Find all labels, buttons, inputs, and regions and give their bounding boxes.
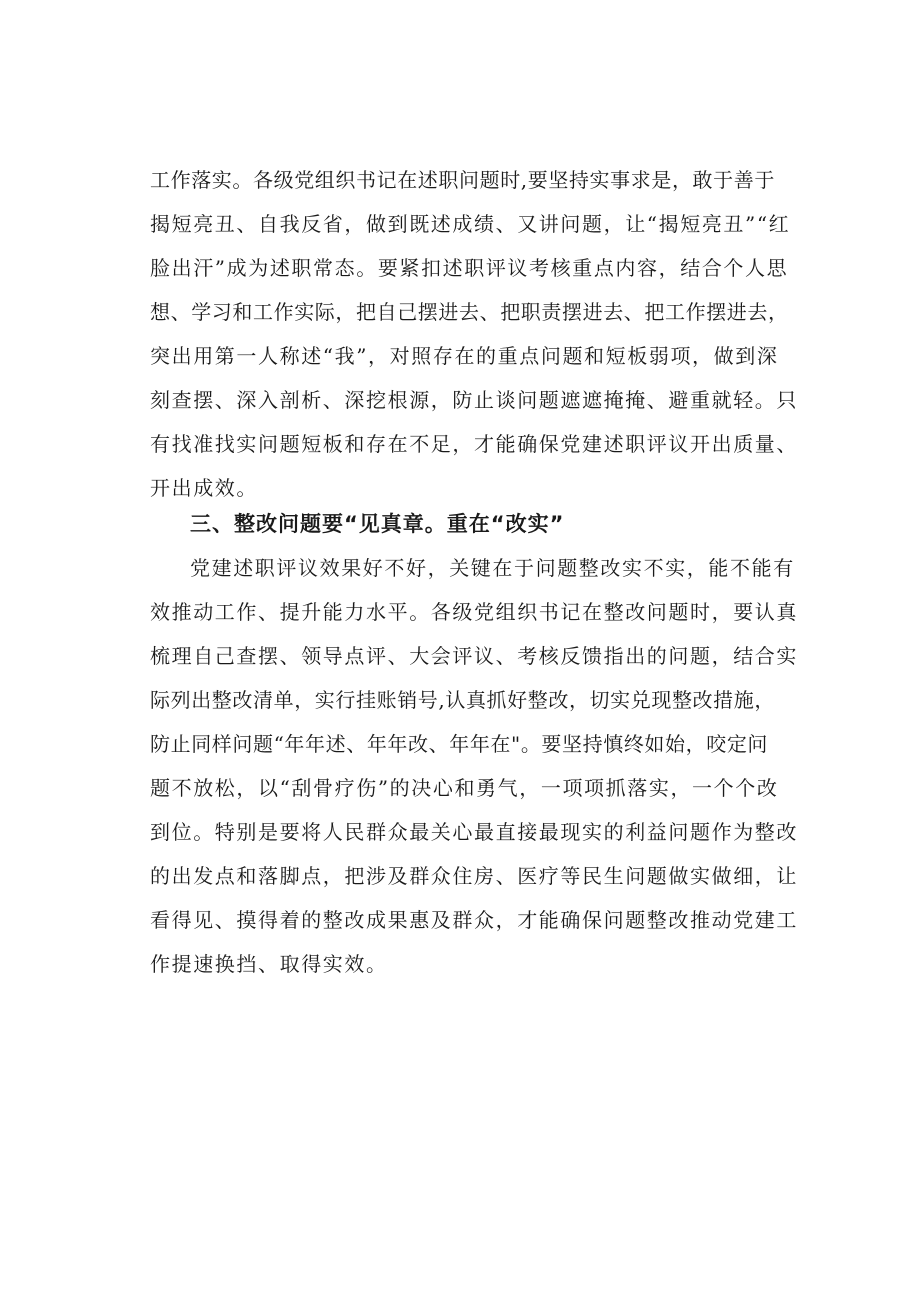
- section-heading: 三、整改问题要“见真章。重在“改实”: [190, 512, 565, 536]
- paragraph-line: 想、学习和工作实际，把自己摆进去、把职责摆进去、把工作摆进去，: [150, 300, 789, 324]
- paragraph-line: 刻查摆、深入剖析、深挖根源，防止谈问题遮遮掩掩、避重就轻。只: [150, 388, 798, 412]
- paragraph-line: 党建述职评议效果好不好，关键在于问题整改实不实，能不能有: [190, 556, 795, 580]
- paragraph-line: 看得见、摸得着的整改成果惠及群众，才能确保问题整改推动党建工: [150, 908, 798, 932]
- paragraph-line: 有找准找实问题短板和存在不足，才能确保党建述职评议开出质量、: [150, 432, 798, 456]
- paragraph-line: 际列出整改清单，实行挂账销号,认真抓好整改，切实兑现整改措施，: [150, 688, 775, 712]
- paragraph-line: 作提速换挡、取得实效。: [150, 952, 388, 976]
- paragraph-line: 开出成效。: [150, 476, 258, 500]
- paragraph-line: 突出用第一人称述“我”，对照存在的重点问题和短板弱项，做到深: [150, 344, 779, 368]
- section-three: [150, 502, 810, 986]
- paragraph-line: 题不放松，以“刮骨疗伤”的决心和勇气，一项项抓落实，一个个改: [150, 776, 779, 800]
- paragraph-line: 防止同样问题“年年述、年年改、年年在"。要坚持慎终如始，咬定问: [150, 732, 769, 756]
- paragraph-line: 揭短亮丑、自我反省，做到既述成绩、又讲问题，让“揭短亮丑”“红: [150, 212, 791, 236]
- paragraph-line: 到位。特别是要将人民群众最关心最直接最现实的利益问题作为整改: [150, 820, 798, 844]
- paragraph-line: 梳理自己查摆、领导点评、大会评议、考核反馈指出的问题，结合实: [150, 644, 798, 668]
- continuation-paragraph: [150, 158, 810, 510]
- paragraph-line: 工作落实。各级党组织书记在述职问题时,要坚持实事求是，敢于善于: [150, 168, 775, 192]
- paragraph-line: 脸出汗”成为述职常态。要紧扣述职评议考核重点内容，结合个人思: [150, 256, 789, 280]
- paragraph-line: 效推动工作、提升能力水平。各级党组织书记在整改问题时，要认真: [150, 600, 798, 624]
- paragraph-line: 的出发点和落脚点，把涉及群众住房、医疗等民生问题做实做细，让: [150, 864, 798, 888]
